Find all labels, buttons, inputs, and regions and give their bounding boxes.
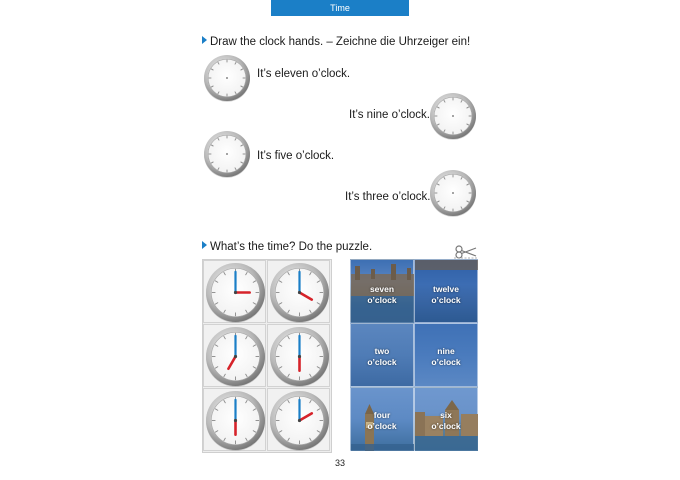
puzzle-picture — [350, 259, 478, 451]
puzzle-tile[interactable] — [350, 323, 414, 387]
clock-center — [298, 419, 301, 422]
blank-clock-nine[interactable] — [428, 91, 478, 141]
header-title: Time — [330, 3, 350, 13]
tile-label-line1: nine — [437, 346, 455, 356]
page-number: 33 — [334, 458, 345, 468]
tile-label-line2: o’clock — [431, 295, 461, 305]
clock-center — [298, 355, 301, 358]
clock-center — [234, 419, 237, 422]
puzzle-tile[interactable] — [414, 259, 478, 323]
instruction-draw-hands-text: Draw the clock hands. – Zeichne die Uhrzeiger ein! — [210, 36, 471, 48]
clock-center — [298, 291, 301, 294]
scissors-icon — [454, 245, 478, 259]
clock-grid — [202, 259, 332, 453]
clock-cell[interactable] — [203, 260, 266, 323]
sentence-three: It’s three o’clock. — [345, 191, 431, 203]
clock-center — [234, 355, 237, 358]
tile-label-line2: o’clock — [367, 421, 397, 431]
tile-label-line2: o’clock — [367, 357, 397, 367]
puzzle-tile[interactable] — [414, 323, 478, 387]
clock-cell[interactable] — [203, 388, 266, 451]
tile-label-line1: six — [440, 410, 452, 420]
blank-clock-eleven[interactable] — [202, 53, 252, 103]
puzzle-tile[interactable] — [350, 259, 414, 323]
blank-clock-five[interactable] — [202, 129, 252, 179]
tile-label-line2: o’clock — [367, 295, 397, 305]
tile-label-line1: twelve — [433, 284, 459, 294]
arrow-bullet-icon — [202, 241, 207, 249]
header-tab — [271, 0, 409, 16]
sentence-five: It’s five o’clock. — [257, 150, 335, 162]
clock-face — [204, 261, 267, 324]
instruction-puzzle — [202, 241, 372, 253]
tile-label-line1: four — [373, 410, 391, 420]
puzzle-tile[interactable] — [414, 387, 478, 451]
clock-cell[interactable] — [267, 388, 330, 451]
clock-center — [226, 77, 228, 79]
instruction-puzzle-text: What’s the time? Do the puzzle. — [210, 241, 373, 253]
clock-center — [452, 192, 454, 194]
instruction-draw-hands — [202, 36, 470, 48]
tile-label-line1: seven — [369, 284, 395, 294]
tile-label-line2: o’clock — [431, 421, 461, 431]
clock-face — [268, 389, 331, 452]
sentence-eleven: It’s eleven o’clock. — [257, 68, 351, 80]
tile-label-line2: o’clock — [431, 357, 461, 367]
tile-label-line1: two — [374, 346, 390, 356]
clock-face — [204, 325, 267, 388]
clock-cell[interactable] — [267, 260, 330, 323]
clock-cell[interactable] — [267, 324, 330, 387]
clock-face — [268, 325, 331, 388]
clock-face — [204, 389, 267, 452]
sentence-nine: It’s nine o’clock. — [349, 109, 430, 121]
puzzle-tile[interactable] — [350, 387, 414, 451]
clock-center — [234, 291, 237, 294]
blank-clock-three[interactable] — [428, 168, 478, 218]
clock-cell[interactable] — [203, 324, 266, 387]
clock-face — [268, 261, 331, 324]
arrow-bullet-icon — [202, 36, 207, 44]
clock-center — [452, 115, 454, 117]
clock-center — [226, 153, 228, 155]
